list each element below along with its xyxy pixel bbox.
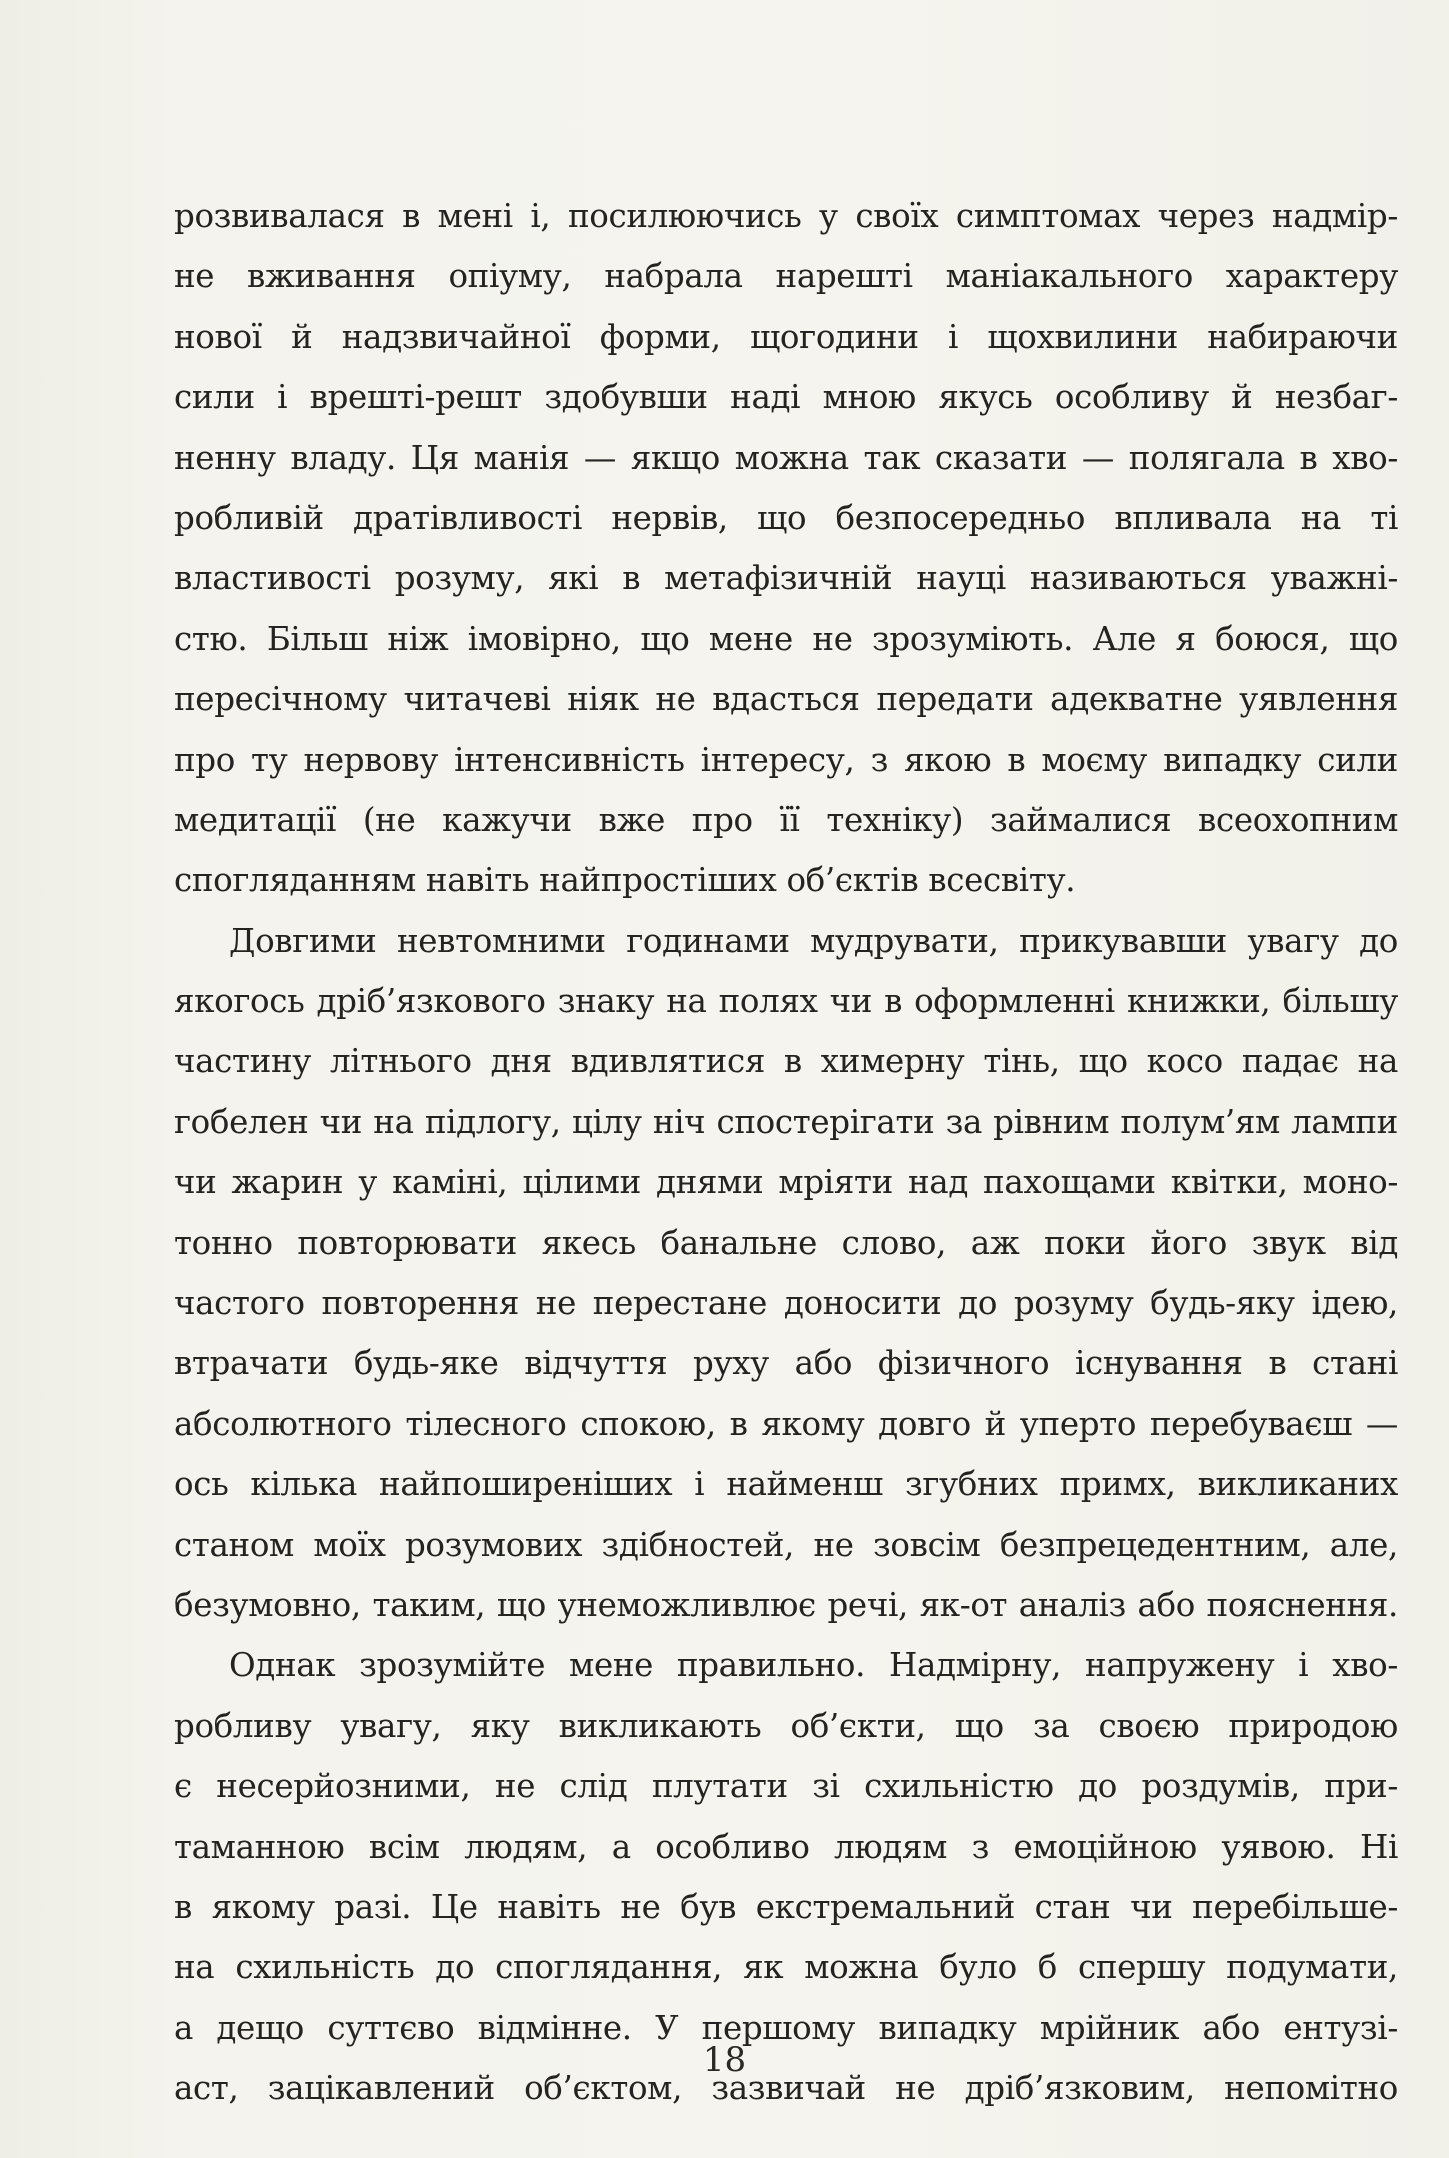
text-line: абсолютного тілесного спокою, в якому довго й уперто перебуваєш — bbox=[174, 1404, 1398, 1443]
text-line: розвивалася в мені і, посилюючись у своїх симптомах через надмір- bbox=[174, 197, 1398, 235]
text-line: пересічному читачеві ніяк не вдасться передати адекватне уявлення bbox=[174, 680, 1398, 719]
text-line: частину літнього дня вдивлятися в химерну тінь, що косо падає на bbox=[174, 1042, 1398, 1081]
text-line: робливій дратівливості нервів, що безпосередньо впливала на ті bbox=[174, 498, 1398, 537]
text-line: безумовно, таким, що унеможливлює речі, як-от аналіз або пояснення. bbox=[174, 1585, 1398, 1624]
body-text bbox=[174, 186, 1398, 2119]
text-line: медитації (не кажучи вже про її техніку) займалися всеохопним bbox=[174, 800, 1398, 839]
text-line: стю. Більш ніж імовірно, що мене не зрозуміють. Але я боюся, що bbox=[174, 619, 1398, 658]
text-line: таманною всім людям, а особливо людям з емоційною уявою. Ні bbox=[174, 1827, 1398, 1866]
text-line: ось кілька найпоширеніших і найменш згубних примх, викликаних bbox=[174, 1465, 1398, 1504]
text-line: частого повторення не перестане доносити до розуму будь-яку ідею, bbox=[174, 1284, 1398, 1323]
text-line: гобелен чи на підлогу, цілу ніч спостерігати за рівним полум’ям лампи bbox=[174, 1102, 1398, 1141]
text-line: про ту нервову інтенсивність інтересу, з якою в моєму випадку сили bbox=[174, 740, 1398, 779]
text-line: тонно повторювати якесь банальне слово, аж поки його звук від bbox=[174, 1223, 1398, 1262]
text-line: в якому разі. Це навіть не був екстремальний стан чи перебільше- bbox=[174, 1887, 1398, 1926]
text-line: якогось дріб’язкового знаку на полях чи в оформленні книжки, більшу bbox=[174, 982, 1398, 1021]
text-line: Однак зрозумійте мене правильно. Надмірну, напружену і хво- bbox=[229, 1646, 1398, 1685]
text-line: а дещо суттєво відмінне. У першому випадку мрійник або ентузі- bbox=[174, 2008, 1398, 2047]
text-line: чи жарин у каміні, цілими днями мріяти над пахощами квітки, моно- bbox=[174, 1163, 1398, 1202]
text-line: не вживання опіуму, набрала нарешті маніакального характеру bbox=[174, 257, 1398, 296]
paragraph-2 bbox=[174, 911, 1398, 1636]
text-line: станом моїх розумових здібностей, не зовсім безпрецедентним, але, bbox=[174, 1525, 1398, 1564]
text-line: є несерйозними, не слід плутати зі схильністю до роздумів, при- bbox=[174, 1767, 1398, 1806]
text-line: нової й надзвичайної форми, щогодини і щохвилини набираючи bbox=[174, 317, 1398, 356]
text-line: спогляданням навіть найпростіших об’єктів всесвіту. bbox=[174, 861, 1076, 900]
paragraph-1 bbox=[174, 186, 1398, 911]
text-line: на схильність до споглядання, як можна було б спершу подумати, bbox=[174, 1948, 1398, 1987]
text-line: робливу увагу, яку викликають об’єкти, що за своєю природою bbox=[174, 1706, 1398, 1745]
text-line: аст, зацікавлений об’єктом, зазвичай не дріб’язковим, непомітно bbox=[174, 2069, 1398, 2108]
text-line: втрачати будь-яке відчуття руху або фізичного існування в стані bbox=[174, 1344, 1398, 1383]
text-line: сили і врешті-решт здобувши наді мною якусь особливу й незбаг- bbox=[174, 378, 1398, 417]
text-line: властивості розуму, які в метафізичній науці називаються уважні- bbox=[174, 559, 1398, 598]
text-line: Довгими невтомними годинами мудрувати, прикувавши увагу до bbox=[229, 921, 1398, 960]
text-line: ненну владу. Ця манія — якщо можна так сказати — полягала в хво- bbox=[174, 438, 1398, 477]
page-number: 18 bbox=[702, 2040, 747, 2080]
